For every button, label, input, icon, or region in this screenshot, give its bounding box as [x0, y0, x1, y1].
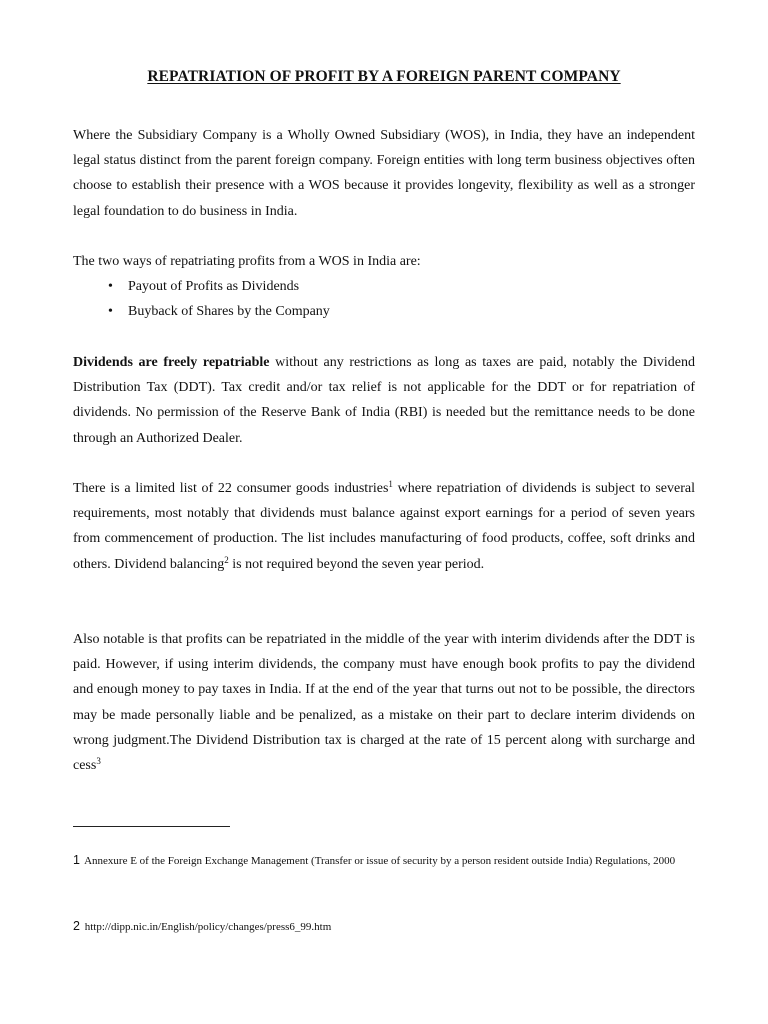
list-item-text: Payout of Profits as Dividends: [128, 279, 300, 294]
consumer-goods-text-c: is not required beyond the seven year period.: [228, 556, 485, 572]
footnote-ref-3[interactable]: 3: [96, 756, 101, 767]
footnote-ref-2[interactable]: 2: [224, 554, 229, 565]
dividends-text: without any restrictions as long as taxes are paid, notably the Dividend Distribution Tax (DDT). Tax credit and/or tax relief is not applicable for the DDT or for repatriation of dividends. No permission of the Reserve Bank of India (RBI) is needed but the remittance needs to be done through an Authorized Dealer.: [73, 355, 695, 446]
footnote-2: [73, 918, 695, 935]
document-title: REPATRIATION OF PROFIT BY A FOREIGN PARENT COMPANY: [147, 68, 621, 85]
list-item: [106, 299, 330, 324]
footnote-separator: [73, 826, 230, 827]
list-item: [106, 274, 330, 299]
paragraph-interim-dividends: [73, 627, 695, 778]
paragraph-two-ways-intro: The two ways of repatriating profits from a WOS in India are:: [73, 254, 421, 269]
list-item-text: Buyback of Shares by the Company: [128, 304, 330, 320]
footnote-number: 2: [73, 919, 80, 933]
bullet-icon: •: [108, 304, 113, 320]
consumer-goods-text-b: where repatriation of dividends is subject to several requirements, most notably that dividends must balance against export earnings for a period of seven years from commencement of production. The list includes manufacturing of food products, coffee, soft drinks and others. Dividend balancing: [73, 481, 695, 572]
footnote-link[interactable]: http://dipp.nic.in/English/policy/changes/press6_99.htm: [81, 921, 332, 933]
interim-dividends-text: Also notable is that profits can be repatriated in the middle of the year with interim dividends after the DDT is paid. However, if using interim dividends, the company must have enough book profits to pay the dividend and enough money to pay taxes in India. If at the end of the year that turns out not to be possible, the directors may be made personally liable and be penalized, as a mistake on their part to declare interim dividends on wrong judgment.The Dividend Distribution tax is charged at the rate of 15 percent along with surcharge and cess: [73, 632, 695, 774]
consumer-goods-text-a: There is a limited list of 22 consumer goods industries: [73, 481, 389, 496]
repatriation-ways-list: [106, 274, 330, 324]
footnote-text: Annexure E of the Foreign Exchange Management (Transfer or issue of security by a person resident outside India) Regulations, 2000: [81, 855, 676, 867]
paragraph-consumer-goods: [73, 476, 695, 577]
footnote-number: 1: [73, 853, 80, 867]
paragraph-dividends: [73, 350, 695, 451]
dividends-bold-phrase: Dividends are freely repatriable: [73, 355, 270, 370]
bullet-icon: •: [108, 279, 113, 294]
paragraph-wos-intro: Where the Subsidiary Company is a Wholly Owned Subsidiary (WOS), in India, they have an independent legal status distinct from the parent foreign company. Foreign entities with long term business objectives often choose to establish their presence with a WOS because it provides longevity, flexibility as well as a stronger legal foundation to do business in India.: [73, 128, 695, 219]
footnote-1: [73, 852, 695, 869]
footnote-ref-1[interactable]: 1: [388, 479, 393, 489]
